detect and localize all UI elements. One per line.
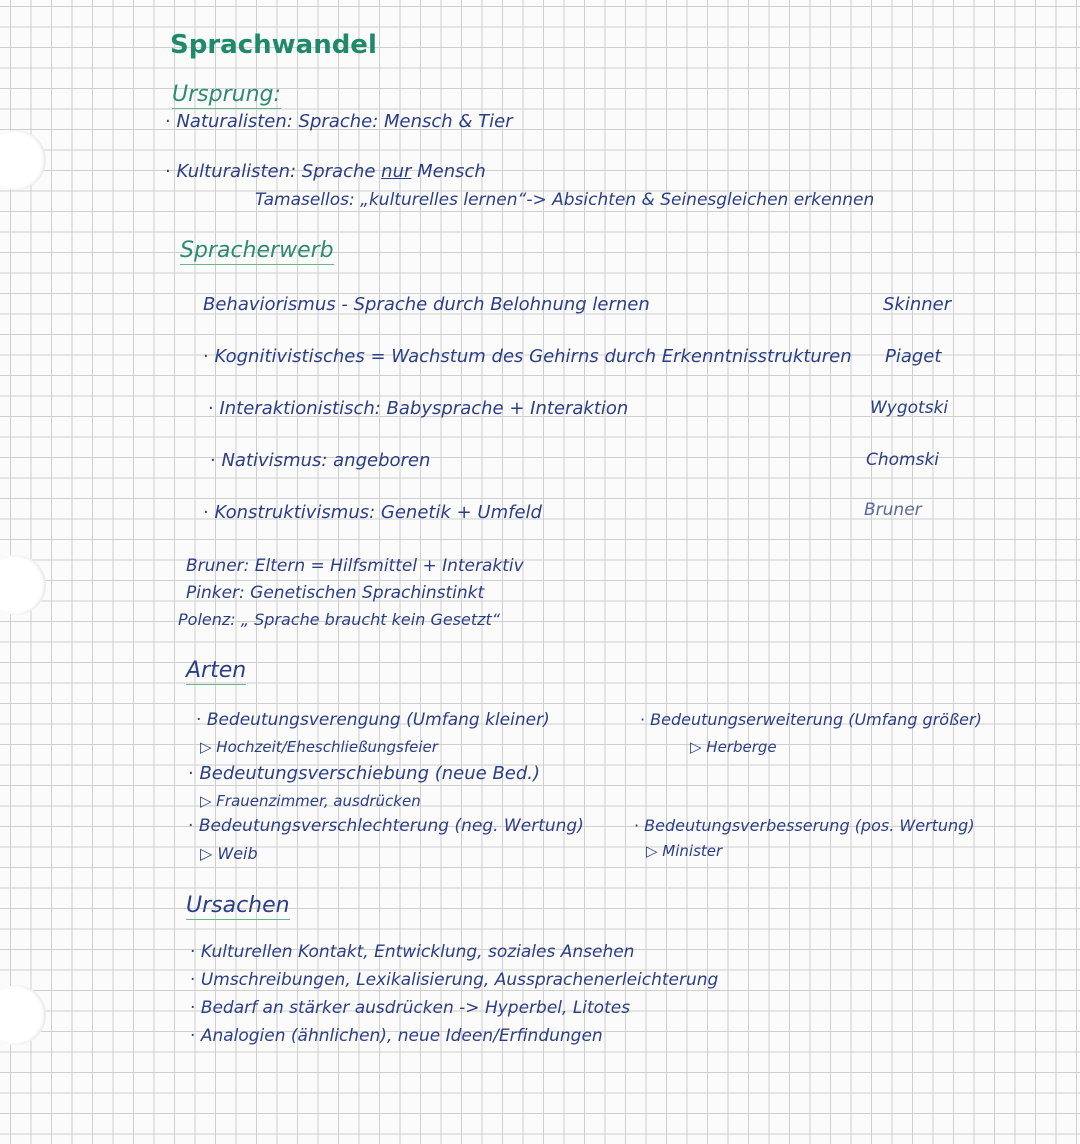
ursachen-item: · Bedarf an stärker ausdrücken -> Hyperbel, Litotes <box>190 998 631 1018</box>
binder-hole <box>0 555 46 615</box>
arten-erweiterung: · Bedeutungserweiterung (Umfang größer) <box>640 710 982 729</box>
note-bruner: Bruner: Eltern = Hilfsmittel + Interaktiv <box>186 556 524 576</box>
ursachen-item: · Umschreibungen, Lexikalisierung, Aussprachenerleichterung <box>190 970 719 990</box>
section-heading-arten: Arten <box>186 658 247 683</box>
theory-item: · Konstruktivismus: Genetik + Umfeld <box>203 502 542 523</box>
theory-person: Piaget <box>885 346 942 367</box>
arten-verengung-example: ▷ Hochzeit/Eheschließungsfeier <box>200 738 438 756</box>
binder-hole <box>0 130 46 190</box>
theory-item: · Kognitivistisches = Wachstum des Gehirns durch Erkenntnisstrukturen <box>203 346 852 367</box>
theory-person: Chomski <box>866 450 940 470</box>
ursachen-item: · Kulturellen Kontakt, Entwicklung, soziales Ansehen <box>190 942 635 962</box>
note-polenz: Polenz: „ Sprache braucht kein Gesetzt“ <box>178 610 501 629</box>
ursprung-line-naturalisten: · Naturalisten: Sprache: Mensch & Tier <box>165 111 513 132</box>
arten-verbesserung: · Bedeutungsverbesserung (pos. Wertung) <box>634 816 975 835</box>
section-heading-ursachen: Ursachen <box>186 893 290 918</box>
arten-erweiterung-example: ▷ Herberge <box>690 738 777 756</box>
theory-item: · Interaktionistisch: Babysprache + Interaktion <box>208 398 629 419</box>
theory-person: Wygotski <box>870 398 949 418</box>
note-pinker: Pinker: Genetischen Sprachinstinkt <box>186 583 485 603</box>
binder-hole <box>0 985 46 1045</box>
arten-verengung: · Bedeutungsverengung (Umfang kleiner) <box>196 710 550 730</box>
theory-person: Bruner <box>864 500 922 520</box>
arten-verschlechterung-example: ▷ Weib <box>200 844 258 863</box>
arten-verbesserung-example: ▷ Minister <box>646 842 723 860</box>
theory-item: · Nativismus: angeboren <box>210 450 431 471</box>
section-heading-ursprung: Ursprung: <box>172 82 281 107</box>
theory-item: Behaviorismus - Sprache durch Belohnung lernen <box>203 294 650 315</box>
page-title: Sprachwandel <box>170 30 377 60</box>
section-heading-spracherwerb: Spracherwerb <box>180 238 334 263</box>
ursprung-line-kulturalisten: · Kulturalisten: Sprache nur Mensch <box>165 161 486 182</box>
arten-verschlechterung: · Bedeutungsverschlechterung (neg. Wertung) <box>188 816 584 836</box>
arten-verschiebung: · Bedeutungsverschiebung (neue Bed.) <box>188 763 541 784</box>
theory-person: Skinner <box>883 294 952 315</box>
ursachen-item: · Analogien (ähnlichen), neue Ideen/Erfindungen <box>190 1026 603 1046</box>
ursprung-line-tomasello: Tamasellos: „kulturelles lernen“-> Absichten & Seinesgleichen erkennen <box>255 190 875 210</box>
arten-verschiebung-example: ▷ Frauenzimmer, ausdrücken <box>200 792 421 810</box>
